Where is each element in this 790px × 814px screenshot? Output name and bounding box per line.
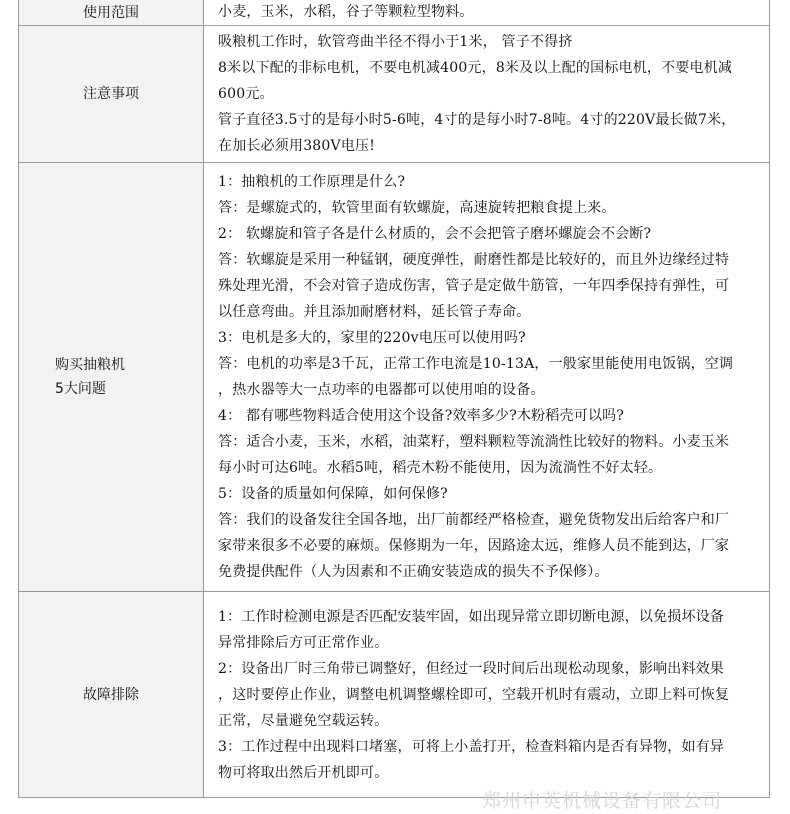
content-line: 1：工作时检测电源是否匹配安装牢固，如出现异常立即切断电源，以免损坏设备: [218, 608, 725, 625]
row-content: [204, 592, 770, 798]
content-line: 答：电机的功率是3千瓦，正常工作电流是10-13A，一般家里能使用电饭锅，空调: [218, 356, 734, 372]
content-line: 2： 软螺旋和管子各是什么材质的，会不会把管子磨坏螺旋会不会断?: [218, 226, 652, 242]
row-content: [204, 26, 770, 163]
table-row: [19, 0, 770, 26]
row-heading-text: 使用范围: [83, 5, 139, 21]
content-line: 答：我们的设备发往全国各地，出厂前都经严格检查，避免货物发出后给客户和厂: [218, 512, 730, 528]
spec-table: [18, 0, 770, 798]
content-line: 免费提供配件（人为因素和不正确安装造成的损失不予保修）。: [218, 564, 609, 580]
table-row: [19, 163, 770, 592]
content-line: 殊处理光滑，不会对管子造成伤害，管子是定做牛筋管，一年四季保持有弹性，可: [218, 278, 730, 294]
content-line: 600元。: [218, 86, 274, 102]
content-line: 物可将取出然后开机即可。: [218, 764, 389, 781]
content-line: 3：电机是多大的，家里的220v电压可以使用吗?: [218, 330, 526, 346]
table-row: [19, 592, 770, 798]
row-content: [204, 163, 770, 592]
row-heading: [19, 26, 204, 163]
content-line: 5：设备的质量如何保障，如何保修?: [218, 486, 448, 502]
content-line: 2：设备出厂时三角带已调整好，但经过一段时间后出现松动现象，影响出料效果: [218, 660, 725, 677]
table-row: [19, 26, 770, 163]
row-heading: [19, 163, 204, 592]
content-line: 8米以下配的非标电机，不要电机减400元，8米及以上配的国标电机，不要电机减: [218, 60, 733, 76]
row-heading-text: 故障排除: [83, 686, 139, 703]
content-line: 1：抽粮机的工作原理是什么?: [218, 174, 406, 190]
row-heading-text: 购买抽粮机: [55, 357, 125, 373]
content-line: 答：适合小麦，玉米，水稻，油菜籽，塑料颗粒等流淌性比较好的物料。小麦玉米: [218, 434, 730, 450]
row-heading: [19, 592, 204, 798]
row-heading-text: 注意事项: [83, 86, 139, 102]
content-line: 4： 都有哪些物料适合使用这个设备?效率多少?木粉稻壳可以吗?: [218, 408, 625, 424]
content-line: 答：软螺旋是采用一种锰钢，硬度弹性，耐磨性都是比较好的，而且外边缘经过特: [218, 252, 730, 268]
content-line: 异常排除后方可正常作业。: [218, 634, 389, 651]
content-line: 每小时可达6吨。水稻5吨，稻壳木粉不能使用，因为流淌性不好太轻。: [218, 460, 663, 476]
row-heading-text: 5大问题: [55, 381, 106, 397]
row-heading: [19, 0, 204, 26]
company-watermark: 郑州申英机械设备有限公司: [482, 790, 723, 812]
content-line: 小麦，玉米，水稻，谷子等颗粒型物料。: [218, 4, 474, 20]
content-line: ，热水器等大一点功率的电器都可以使用咱的设备。: [218, 382, 545, 398]
content-line: 吸粮机工作时，软管弯曲半径不得小于1米， 管子不得挤: [218, 34, 573, 50]
row-content: [204, 0, 770, 26]
content-line: 以任意弯曲。并且添加耐磨材料，延长管子寿命。: [218, 304, 531, 320]
content-line: 3：工作过程中出现料口堵塞，可将上小盖打开，检查料箱内是否有异物，如有异: [218, 738, 725, 755]
content-line: 管子直径3.5寸的是每小时5-6吨，4寸的是每小时7-8吨。4寸的220V最长做7米，: [218, 112, 736, 128]
content-line: 正常，尽量避免空载运转。: [218, 712, 389, 729]
content-line: 在加长必须用380V电压!: [218, 138, 376, 154]
content-line: 答：是螺旋式的，软管里面有软螺旋，高速旋转把粮食提上来。: [218, 200, 616, 216]
content-line: ，这时要停止作业，调整电机调整螺栓即可，空载开机时有震动，立即上料可恢复: [218, 686, 730, 703]
content-line: 家带来很多不必要的麻烦。保修期为一年，因路途太远，维修人员不能到达，厂家: [218, 538, 730, 554]
